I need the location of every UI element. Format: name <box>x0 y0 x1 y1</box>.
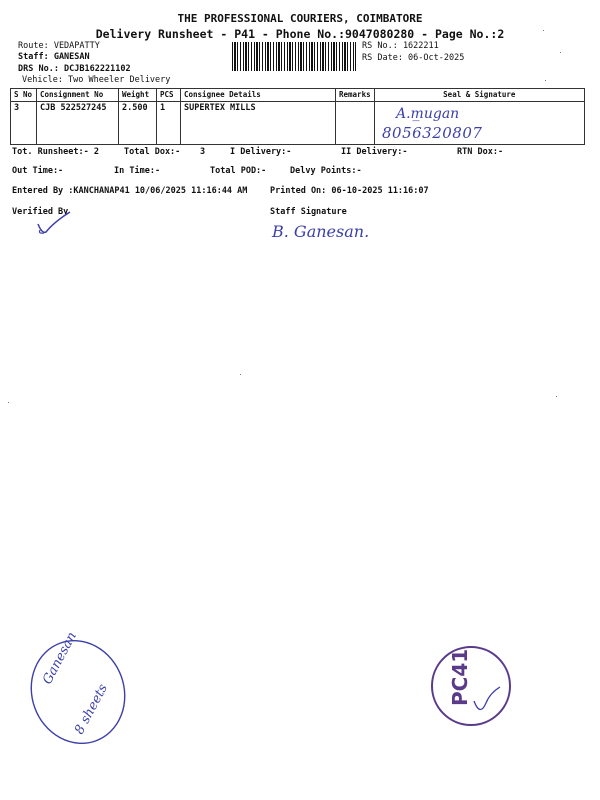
scan-speck <box>560 52 561 53</box>
header-weight: Weight <box>119 89 157 102</box>
header-consignee: Consignee Details <box>181 89 336 102</box>
scan-speck <box>545 80 546 81</box>
rtn-dox: RTN Dox:- <box>457 147 504 157</box>
vehicle-text: Vehicle: Two Wheeler Delivery <box>22 75 171 85</box>
note-name: Ganesan <box>40 629 81 688</box>
header-consignment: Consignment No <box>37 89 119 102</box>
company-title: THE PROFESSIONAL COURIERS, COIMBATORE <box>177 12 423 25</box>
i-delivery: I Delivery:- <box>230 147 292 157</box>
cell-weight: 2.500 <box>119 102 157 145</box>
barcode <box>232 42 356 71</box>
staff-text: Staff: GANESAN <box>18 52 90 62</box>
header-remarks: Remarks <box>336 89 375 102</box>
printed-on: Printed On: 06-10-2025 11:16:07 <box>270 186 429 196</box>
drs-number: DRS No.: DCJB162221102 <box>18 64 131 74</box>
scan-speck <box>8 402 9 403</box>
cell-consignee: SUPERTEX MILLS <box>181 102 336 145</box>
tot-runsheet: Tot. Runsheet:- 2 <box>12 147 99 157</box>
scan-speck <box>240 374 241 375</box>
delvy-points: Delvy Points:- <box>290 166 362 176</box>
header-sno: S No <box>11 89 37 102</box>
cell-sno: 3 <box>11 102 37 145</box>
receiver-phone: 8056320807 <box>382 124 483 142</box>
total-dox-label: Total Dox:- <box>124 147 181 157</box>
table-header-row <box>11 89 585 102</box>
scan-speck <box>543 30 544 31</box>
pc41-stamp-text: PC41 <box>448 648 472 706</box>
table-row <box>11 102 585 145</box>
runsheet-title: Delivery Runsheet - P41 - Phone No.:9047080280 - Page No.:2 <box>95 27 505 41</box>
scan-speck <box>556 396 557 397</box>
rs-date: RS Date: 06-Oct-2025 <box>362 53 465 63</box>
route-text: Route: VEDAPATTY <box>18 41 100 51</box>
ii-delivery: II Delivery:- <box>341 147 408 157</box>
consignment-table <box>10 88 585 145</box>
staff-signature-label: Staff Signature <box>270 207 347 217</box>
cell-consignment: CJB 522527245 <box>37 102 119 145</box>
header-pcs: PCS <box>157 89 181 102</box>
staff-signature: B. Ganesan. <box>272 222 370 241</box>
total-pod: Total POD:- <box>210 166 267 176</box>
in-time: In Time:- <box>114 166 161 176</box>
receiver-signature: A.m̲ugan <box>396 106 460 122</box>
cell-remarks <box>336 102 375 145</box>
verified-tick-icon <box>34 210 74 236</box>
note-sheets: 8 sheets <box>72 681 111 738</box>
verified-by-label: Verified By <box>12 207 69 217</box>
cell-pcs: 1 <box>157 102 181 145</box>
rs-number: RS No.: 1622211 <box>362 41 439 51</box>
header-seal-signature: Seal & Signature <box>374 89 584 102</box>
out-time: Out Time:- <box>12 166 64 176</box>
total-dox-value: 3 <box>200 147 206 157</box>
entered-by: Entered By :KANCHANAP41 10/06/2025 11:16:44 AM <box>12 186 248 196</box>
